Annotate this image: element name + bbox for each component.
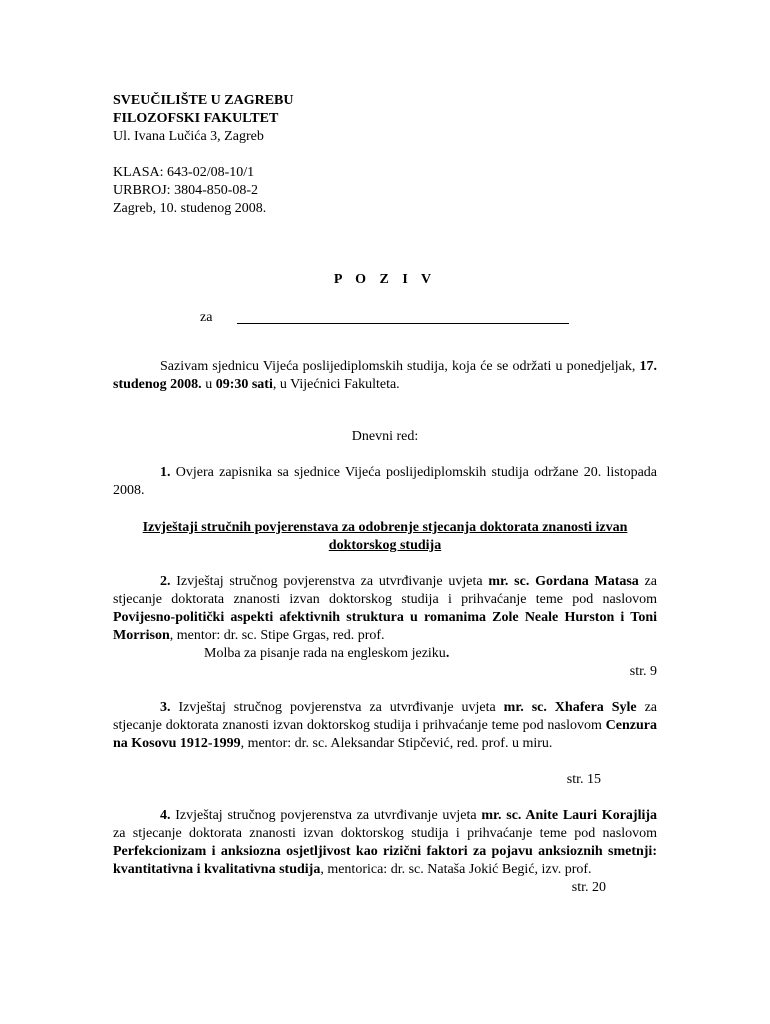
address: Ul. Ivana Lučića 3, Zagreb [113, 129, 264, 144]
page-ref: str. 15 [566, 772, 601, 787]
item-text: za stjecanje doktorata znanosti izvan doktorskog studija i prihvaćanje teme pod naslovom [113, 826, 657, 841]
page-ref: str. 9 [629, 664, 657, 679]
document-title: P O Z I V [333, 272, 437, 287]
za-label: za [200, 310, 213, 325]
meeting-date: 17. studenog 2008. [113, 359, 657, 392]
item-text: , mentor: dr. sc. Stipe Grgas, red. prof. [169, 628, 385, 643]
item-text: Izvještaj stručnog povjerenstva za utvrđivanje uvjeta [170, 700, 504, 715]
intro-paragraph [113, 358, 657, 394]
thesis-topic: Perfekcionizam i anksiozna osjetljivost kao rizični faktori za pojavu anksioznih smetnji: kvantitativna i kvalitativna studija [113, 844, 657, 877]
za-line [113, 309, 657, 329]
item-text: Izvještaj stručnog povjerenstva za utvrđivanje uvjeta [170, 808, 482, 823]
thesis-topic: Povijesno-politički aspekti afektivnih struktura u romanima Zole Neale Hurston i Toni Morrison [113, 610, 657, 643]
item-text: Izvještaj stručnog povjerenstva za utvrđivanje uvjeta [170, 574, 489, 589]
intro-text: u [201, 377, 216, 392]
agenda-item-2 [113, 573, 657, 645]
urbroj: URBROJ: 3804-850-08-2 [113, 183, 259, 198]
blank-line [237, 323, 569, 324]
agenda-item-1 [113, 464, 657, 500]
item-number: 2. [160, 574, 171, 589]
faculty-name: FILOZOFSKI FAKULTET [113, 111, 279, 126]
item-text: za stjecanje doktorata znanosti izvan doktorskog studija i prihvaćanje teme pod naslovom [113, 700, 657, 733]
page-ref: str. 20 [571, 880, 606, 895]
request-dot: . [445, 646, 450, 661]
item-number: 1. [160, 465, 171, 480]
item-text: , mentorica: dr. sc. Nataša Jokić Begić, izv. prof. [320, 862, 592, 877]
intro-text: Sazivam sjednicu Vijeća poslijediplomskih studija, koja će se održati u ponedjeljak, [160, 359, 640, 374]
agenda-item-3 [113, 699, 657, 753]
item-text: , mentor: dr. sc. Aleksandar Stipčević, red. prof. u miru. [240, 736, 553, 751]
item-number: 3. [160, 700, 171, 715]
intro-text: , u Vijećnici Fakulteta. [272, 377, 400, 392]
agenda-item-4 [113, 807, 657, 879]
item-text: Ovjera zapisnika sa sjednice Vijeća poslijediplomskih studija održane 20. listopada 2008. [113, 465, 657, 498]
agenda-title: Dnevni red: [351, 429, 419, 444]
document-page [113, 92, 657, 897]
document-date: Zagreb, 10. studenog 2008. [113, 201, 267, 216]
klasa: KLASA: 643-02/08-10/1 [113, 165, 255, 180]
language-request [113, 645, 657, 663]
section-heading: Izvještaji stručnih povjerenstava za odobrenje stjecanja doktorata znanosti izvan doktorskog studija [142, 520, 628, 553]
thesis-topic: Cenzura na Kosovu 1912-1999 [113, 718, 657, 751]
item-number: 4. [160, 808, 171, 823]
meeting-time: 09:30 sati [215, 377, 273, 392]
candidate-name: mr. sc. Gordana Matasa [488, 574, 639, 589]
candidate-name: mr. sc. Anite Lauri Korajlija [481, 808, 658, 823]
request-text: Molba za pisanje rada na engleskom jeziku [204, 646, 446, 661]
candidate-name: mr. sc. Xhafera Syle [503, 700, 637, 715]
university-name: SVEUČILIŠTE U ZAGREBU [113, 93, 294, 108]
item-text: za stjecanje doktorata znanosti izvan doktorskog studija i prihvaćanje teme pod naslovom [113, 574, 657, 607]
letterhead [113, 92, 657, 218]
